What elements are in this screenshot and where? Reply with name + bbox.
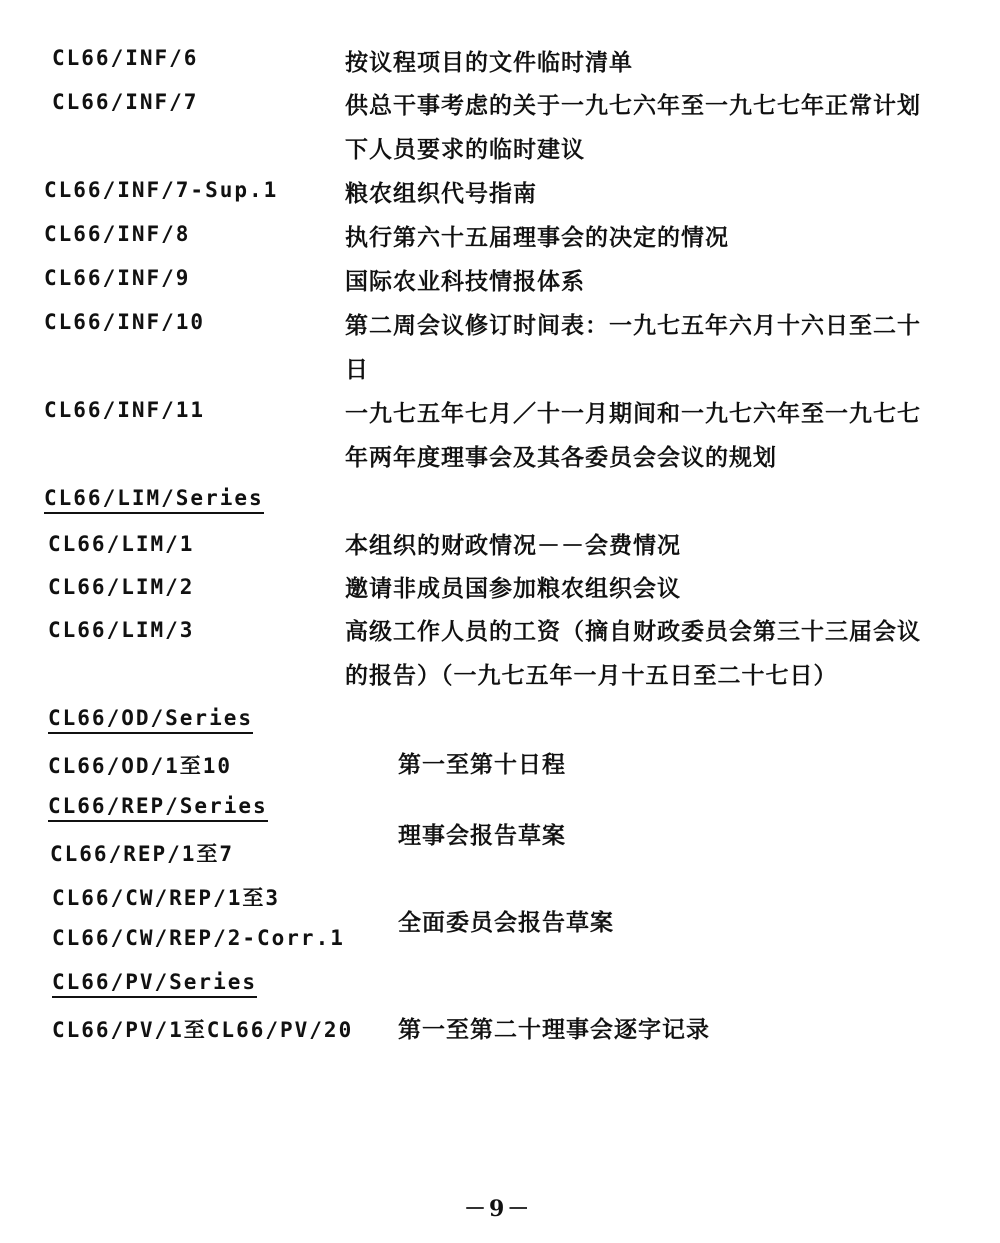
doc-description: 第一至第二十理事会逐字记录	[398, 1016, 710, 1043]
doc-description: 粮农组织代号指南	[345, 180, 537, 207]
doc-code: CL66/REP/1至7	[50, 842, 235, 866]
doc-code: CL66/PV/1至CL66/PV/20	[52, 1018, 354, 1042]
doc-description-continued: 日	[345, 356, 369, 383]
doc-description: 理事会报告草案	[398, 822, 566, 849]
doc-code: CL66/OD/1至10	[48, 754, 233, 778]
doc-code: CL66/INF/10	[44, 310, 206, 334]
doc-code: CL66/INF/8	[44, 222, 191, 246]
doc-description: 国际农业科技情报体系	[345, 268, 585, 295]
series-heading-od: CL66/OD/Series	[48, 706, 253, 734]
doc-description: 供总干事考虑的关于一九七六年至一九七七年正常计划	[345, 92, 921, 119]
doc-code: CL66/INF/6	[52, 46, 199, 70]
doc-description: 一九七五年七月／十一月期间和一九七六年至一九七七	[345, 400, 921, 427]
doc-code: CL66/CW/REP/2-Corr.1	[52, 926, 345, 950]
doc-description: 第一至第十日程	[398, 751, 566, 778]
doc-code: CL66/INF/7-Sup.1	[44, 178, 279, 202]
doc-description: 第二周会议修订时间表：一九七五年六月十六日至二十	[345, 312, 921, 339]
doc-code: CL66/INF/7	[52, 90, 199, 114]
doc-code: CL66/LIM/1	[48, 532, 195, 556]
doc-description: 执行第六十五届理事会的决定的情况	[345, 224, 729, 251]
doc-description: 高级工作人员的工资（摘自财政委员会第三十三届会议	[345, 618, 921, 645]
doc-code: CL66/INF/11	[44, 398, 206, 422]
doc-code: CL66/LIM/2	[48, 575, 195, 599]
doc-description: 按议程项目的文件临时清单	[345, 49, 633, 76]
doc-description: 邀请非成员国参加粮农组织会议	[345, 575, 681, 602]
doc-code: CL66/LIM/3	[48, 618, 195, 642]
doc-description-continued: 的报告）（一九七五年一月十五日至二十七日）	[345, 662, 838, 689]
doc-description: 全面委员会报告草案	[398, 909, 614, 936]
doc-code: CL66/CW/REP/1至3	[52, 886, 281, 910]
series-heading-pv: CL66/PV/Series	[52, 970, 257, 998]
doc-description: 本组织的财政情况－－会费情况	[345, 532, 681, 559]
page-number: －9－	[464, 1196, 533, 1222]
doc-description-continued: 下人员要求的临时建议	[345, 136, 585, 163]
series-heading-rep: CL66/REP/Series	[48, 794, 268, 822]
doc-code: CL66/INF/9	[44, 266, 191, 290]
series-heading-lim: CL66/LIM/Series	[44, 486, 264, 514]
doc-description-continued: 年两年度理事会及其各委员会会议的规划	[345, 444, 777, 471]
